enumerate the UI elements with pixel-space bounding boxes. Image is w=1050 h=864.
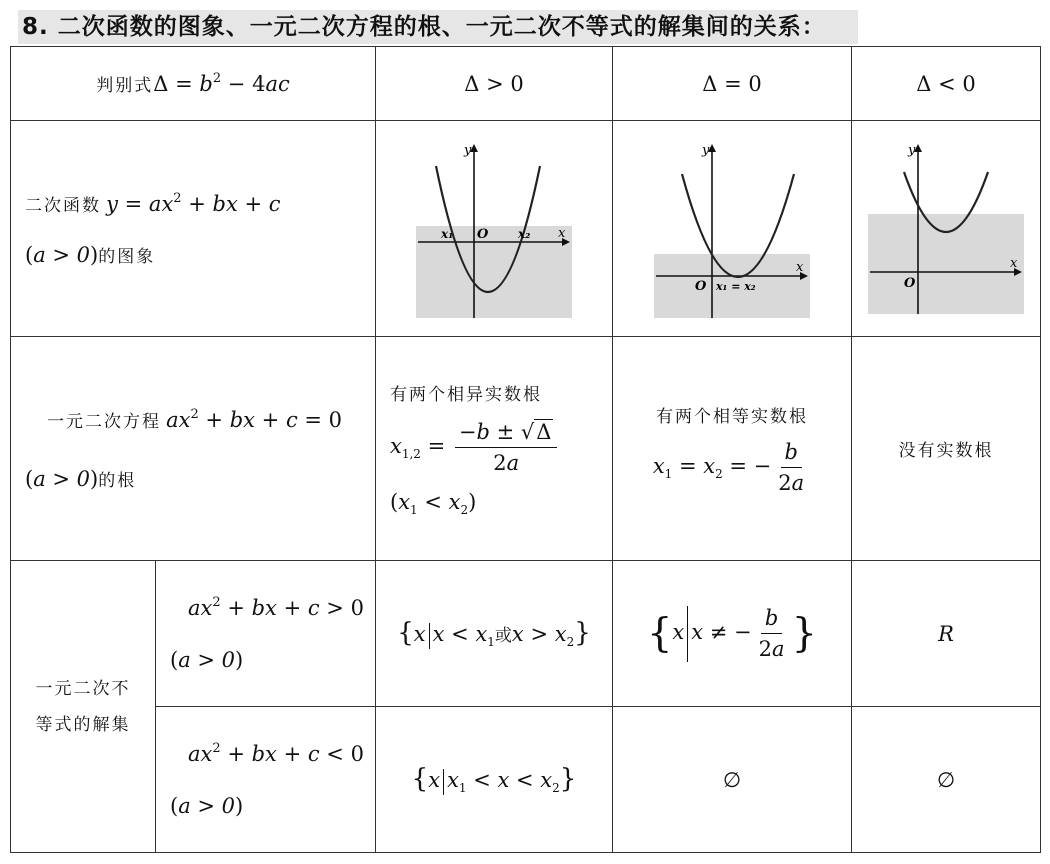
x-axis-label: x [796,259,804,275]
less-solution-zero: ∅ [613,707,852,853]
root-x2-label: x₂ [518,226,531,241]
less-inequality-formula: $ax^2$ + bx + c < 0 [188,741,364,766]
double-root-formula: $x_1 = x_2$ = − $\frac{b}{2a}$ [652,439,805,495]
origin-label: O [477,226,489,242]
roots-label-prefix: 一元二次方程 [47,411,161,432]
two-distinct-roots-title: 有两个相异实数根 [390,385,542,405]
y-axis-label: y [702,142,710,158]
less-solution-positive: {x $x_1 < x < x_2$} [376,707,613,853]
double-root-label: x₁ = x₂ [716,279,756,293]
root-x1-label: x₁ [441,226,454,241]
inequality-greater-row [11,561,1041,707]
parabola-double-root-graph [652,134,812,324]
inequality-group-label-cell [11,561,156,853]
x-axis-label: x [558,225,566,241]
discriminant-formula: $\Delta = b^2 - 4ac$ [153,71,290,96]
graph-label-prefix: 二次函数 [25,195,101,216]
y-axis-label: y [464,142,472,158]
no-real-roots-cell: 没有实数根 [852,337,1041,561]
less-solution-negative: ∅ [852,707,1041,853]
roots-condition: (a > 0) [25,466,99,491]
section-heading: 8. 二次函数的图象、一元二次方程的根、一元二次不等式的解集间的关系： [18,10,858,44]
x-axis-label: x [1010,255,1018,271]
parabola-no-root-graph [866,134,1026,324]
roots-label-suffix: 的根 [98,470,137,491]
greater-solution-negative: R [852,561,1041,707]
roots-zero-cell [613,337,852,561]
graph-condition: (a > 0) [25,242,99,267]
less-condition: (a > 0) [170,794,244,818]
greater-solution-zero: {x x ≠ − $\frac{b}{2a}$ } [613,561,852,707]
roots-positive-cell [376,337,613,561]
roots-label-cell [11,337,376,561]
quadratic-formula: $x_{1,2}$ = $\frac{-b \pm √\Delta}{2a}$ [390,419,612,476]
less-inequality-cell [156,707,376,853]
graph-label-suffix: 的图象 [98,246,156,267]
graph-row [11,121,1041,337]
relationship-table [10,46,1041,853]
greater-solution-positive: {x $x < x_1$或$x > x_2$} [376,561,613,707]
root-order-condition: $(x_1 < x_2)$ [390,490,477,517]
header-row [11,47,1041,121]
equation-formula: $ax^2$ + bx + c = 0 [166,406,343,432]
discriminant-label: 判别式 [96,76,154,96]
case-negative-header: Δ < 0 [852,47,1041,121]
graph-cell-zero [613,121,852,337]
case-positive-header: Δ > 0 [376,47,613,121]
parabola-two-roots-graph [414,134,574,324]
greater-inequality-cell [156,561,376,707]
graph-cell-positive [376,121,613,337]
two-equal-roots-title: 有两个相等实数根 [656,406,808,427]
discriminant-header-cell [11,47,376,121]
origin-label: O [904,275,916,291]
greater-inequality-formula: $ax^2$ + bx + c > 0 [188,595,364,620]
inequality-less-row [11,707,1041,853]
greater-condition: (a > 0) [170,648,244,672]
roots-row [11,337,1041,561]
graph-label-cell [11,121,376,337]
graph-cell-negative [852,121,1041,337]
origin-label: O [695,278,707,294]
function-formula: $y = ax^2$ + bx + c [106,190,281,216]
inequality-group-label-line2: 等式的解集 [35,714,131,735]
inequality-group-label-line1: 一元二次不 [35,678,131,699]
y-axis-label: y [908,142,916,158]
case-zero-header: Δ = 0 [613,47,852,121]
